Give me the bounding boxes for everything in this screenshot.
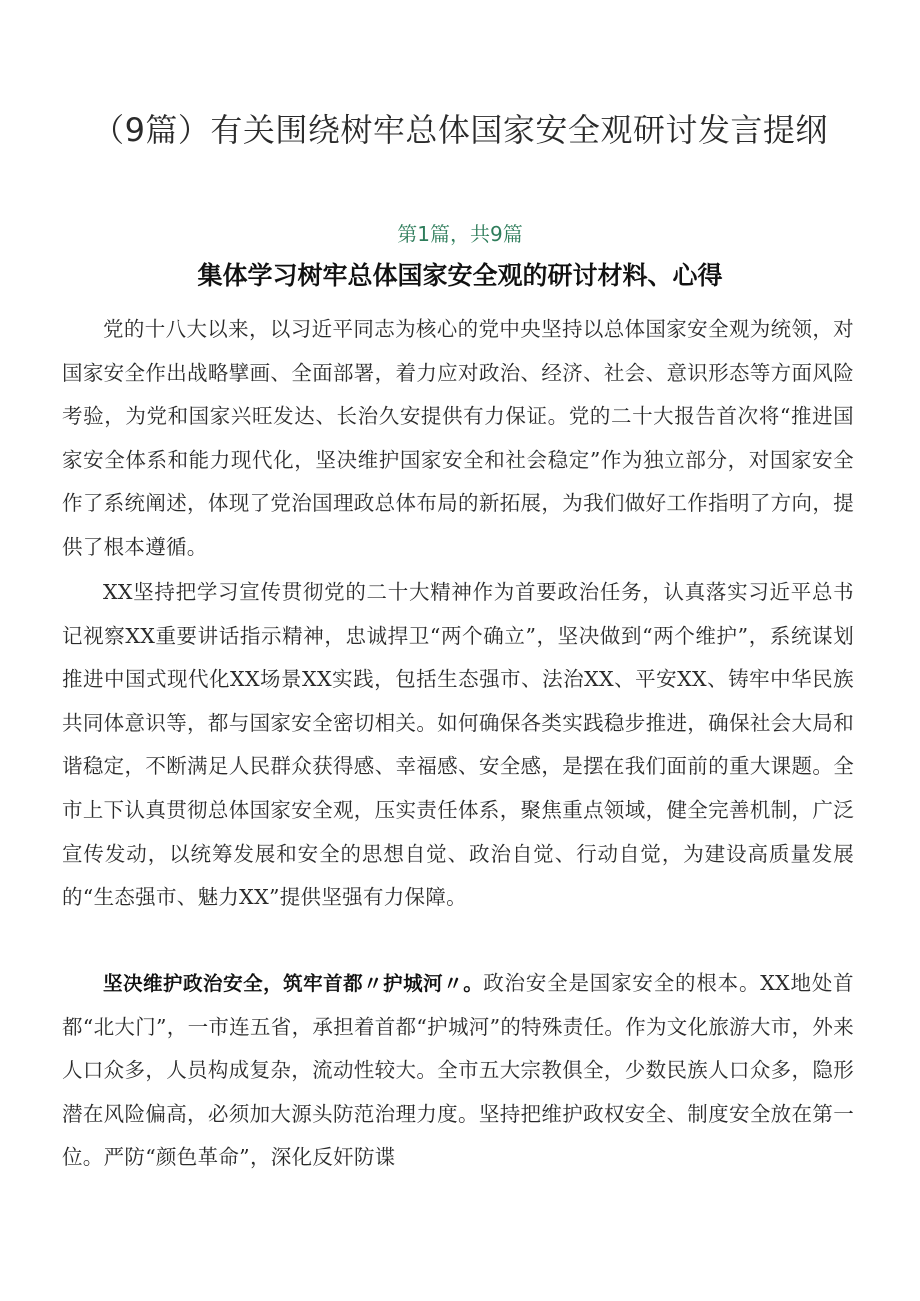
part-label: 第1篇，共9篇 xyxy=(397,222,523,246)
paragraph-body-text: 政治安全是国家安全的根本。XX地处首都“北大门”，一市连五省，承担着首都“护城河”的特殊责任。作为文化旅游大市，外来人口众多，人员构成复杂，流动性较大。全市五大宗教俱全，少数民族人口众多，隐形潜在风险偏高，必须加大源头防范治理力度。坚持把维护政权安全、制度安全放在第一位。严防“颜色革命”，深化反奸防谍 xyxy=(62,971,854,1170)
document-title: （9篇）有关围绕树牢总体国家安全观研讨发言提纲 xyxy=(92,111,828,149)
body-paragraph-3 xyxy=(62,962,854,1180)
section-heading: 集体学习树牢总体国家安全观的研讨材料、心得 xyxy=(197,261,723,290)
paragraph-lead-heading: 坚决维护政治安全，筑牢首都〃护城河〃。 xyxy=(103,972,484,995)
body-paragraph-2: XX坚持把学习宣传贯彻党的二十大精神作为首要政治任务，认真落实习近平总书记视察XX重要讲话指示精神，忠诚捍卫“两个确立”，坚决做到“两个维护”，系统谋划推进中国式现代化XX场景XX实践，包括生态强市、法治XX、平安XX、铸牢中华民族共同体意识等，都与国家安全密切相关。如何确保各类实践稳步推进，确保社会大局和谐稳定，不断满足人民群众获得感、幸福感、安全感，是摆在我们面前的重大课题。全市上下认真贯彻总体国家安全观，压实责任体系，聚焦重点领域，健全完善机制，广泛宣传发动，以统筹发展和安全的思想自觉、政治自觉、行动自觉，为建设高质量发展的“生态强市、魅力XX”提供坚强有力保障。 xyxy=(62,580,854,910)
body-paragraph-1: 党的十八大以来，以习近平同志为核心的党中央坚持以总体国家安全观为统领，对国家安全作出战略擘画、全面部署，着力应对政治、经济、社会、意识形态等方面风险考验，为党和国家兴旺发达、长治久安提供有力保证。党的二十大报告首次将“推进国家安全体系和能力现代化，坚决维护国家安全和社会稳定”作为独立部分，对国家安全作了系统阐述，体现了党治国理政总体布局的新拓展，为我们做好工作指明了方向，提供了根本遵循。 xyxy=(62,317,854,559)
